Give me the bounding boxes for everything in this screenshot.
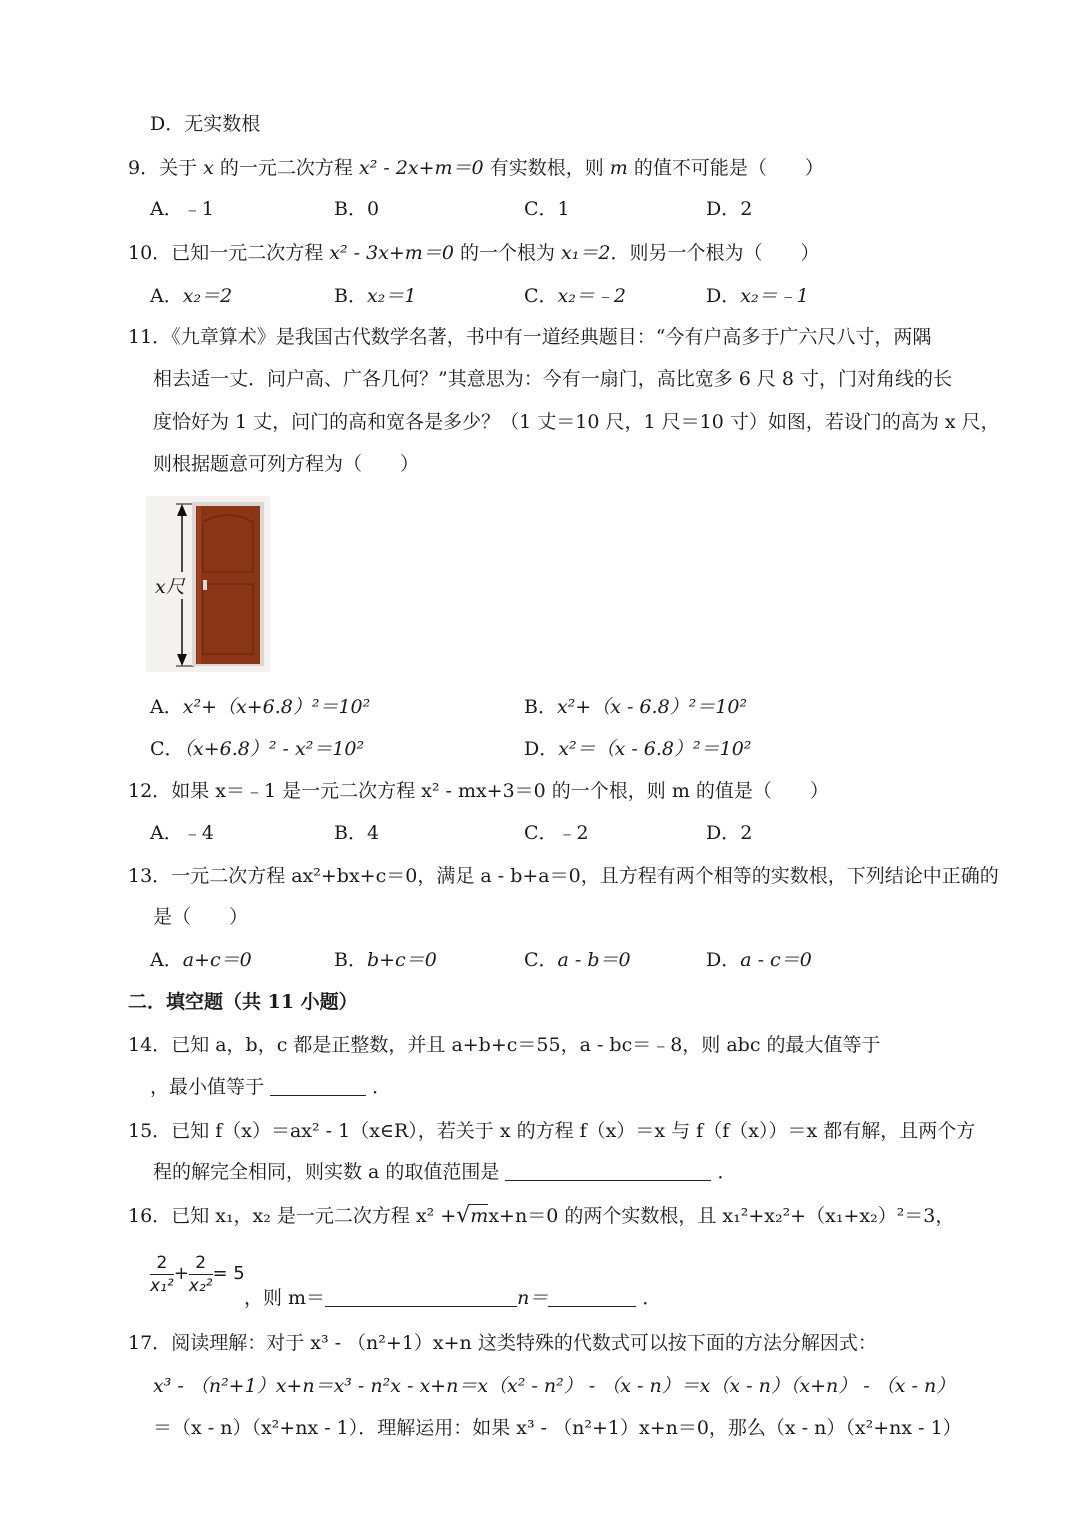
stem-text: 《九章算术》是我国古代数学名著，书中有一道经典题目：“今有户高多于广六尺八寸，两隅 — [171, 326, 932, 348]
option-text: ﹣4 — [182, 822, 214, 844]
option-text: 无实数根 — [184, 113, 261, 135]
q15-line-2 — [153, 1159, 737, 1185]
sqrt-icon: √ — [456, 1203, 471, 1228]
q11-line-2: 相去适一丈．问户高、广各几何？”其意思为：今有一扇门，高比宽多 6 尺 8 寸，门对角线的长 — [153, 368, 953, 390]
fraction-2 — [189, 1252, 213, 1297]
root: x₁＝2 — [561, 242, 611, 264]
plus-sign: + — [173, 1263, 189, 1284]
stem-text: n＝ — [517, 1287, 549, 1309]
var-m: m — [609, 157, 628, 179]
stem-text: 有实数根，则 — [489, 157, 604, 179]
q11-line-3: 度恰好为 1 丈，问门的高和宽各是多少？（1 丈＝10 尺，1 尺＝10 寸）如图，若设门的高为 x 尺， — [153, 411, 1000, 433]
stem-text: 程的解完全相同，则实数 a 的取值范围是 — [153, 1161, 500, 1183]
question-number: 17． — [128, 1332, 172, 1354]
stem-text: ． — [372, 1076, 392, 1098]
option-text: （x+6.8）² - x²＝10² — [183, 738, 365, 760]
stem-text: 已知 a，b，c 都是正整数，并且 a+b+c＝55，a - bc＝﹣8，则 abc 的最大值等于 — [171, 1034, 881, 1056]
q9-option-b — [334, 196, 379, 222]
q9-option-a — [150, 196, 214, 222]
q11-line-4: 则根据题意可列方程为（ ） — [153, 453, 420, 475]
fraction-equation-rhs: = 5 — [212, 1263, 245, 1284]
stem-text: 已知 x₁，x₂ 是一元二次方程 x² + — [171, 1205, 457, 1227]
q11-line-1 — [128, 324, 931, 350]
option-label: D． — [706, 198, 741, 220]
option-text: x²+（x+6.8）²＝10² — [182, 696, 371, 718]
q9-stem — [128, 155, 824, 181]
stem-text: 阅读理解：对于 x³ - （n²+1）x+n 这类特殊的代数式可以按下面的方法分解因式： — [171, 1332, 877, 1354]
q15-line-1 — [128, 1118, 975, 1144]
option-text: 2 — [740, 198, 753, 220]
q11-option-b — [524, 694, 747, 720]
question-number: 11． — [128, 326, 172, 348]
var-x: x — [203, 157, 214, 179]
option-text: 0 — [366, 198, 380, 220]
q13-line-1 — [128, 863, 999, 889]
q17-line-1 — [128, 1330, 877, 1356]
stem-text: x+n＝0 的两个实数根，且 x₁²+x₂²+（x₁+x₂）²＝3， — [488, 1205, 955, 1227]
option-label: C． — [524, 198, 558, 220]
q11-option-d — [524, 736, 751, 762]
stem-text: 已知 f（x）＝ax² - 1（x∈R），若关于 x 的方程 f（x）＝x 与 f（f（x））＝x 都有解，且两个方 — [171, 1120, 976, 1142]
option-text: x₂＝1 — [366, 285, 417, 307]
stem-text: 一元二次方程 ax²+bx+c＝0，满足 a - b+a＝0，且方程有两个相等的实数根，下列结论中正确的 — [171, 865, 999, 887]
fraction-numerator: 2 — [150, 1252, 174, 1275]
option-label: A． — [150, 822, 183, 844]
fraction-denominator: x₂² — [188, 1275, 213, 1296]
option-text: ﹣1 — [182, 198, 214, 220]
question-number: 15． — [128, 1120, 172, 1142]
q16-line-3 — [244, 1285, 661, 1311]
q10-option-d — [706, 283, 809, 309]
option-text: x₂＝﹣2 — [557, 285, 626, 307]
option-text: a - c＝0 — [740, 949, 812, 971]
question-number: 16． — [128, 1205, 172, 1227]
q10-option-a — [150, 283, 232, 309]
q11-option-a — [150, 694, 370, 720]
answer-blank-n — [548, 1286, 636, 1307]
answer-blank-m — [325, 1286, 517, 1307]
option-label: D． — [706, 949, 741, 971]
option-label: B． — [334, 822, 367, 844]
stem-text: ． — [717, 1161, 737, 1183]
option-text: 1 — [557, 198, 570, 220]
option-label: A． — [150, 949, 183, 971]
option-text: a - b＝0 — [557, 949, 631, 971]
option-label: B． — [334, 198, 367, 220]
height-label: x尺 — [154, 572, 186, 599]
fraction-denominator: x₁² — [150, 1275, 174, 1296]
door-figure — [146, 496, 270, 672]
question-number: 9． — [128, 157, 160, 179]
stem-text: 如果 x＝﹣1 是一元二次方程 x² - mx+3＝0 的一个根，则 m 的值是（ ） — [171, 780, 829, 802]
q12-stem — [128, 778, 829, 804]
question-number: 10． — [128, 242, 172, 264]
option-label: C． — [150, 738, 184, 760]
stem-text: ． — [642, 1287, 662, 1309]
option-text: 2 — [740, 822, 753, 844]
q16-line-1 — [128, 1203, 954, 1229]
option-text: a+c＝0 — [182, 949, 252, 971]
q12-option-b — [334, 820, 379, 846]
option-label: B． — [334, 949, 367, 971]
fraction-1 — [150, 1252, 174, 1297]
option-text: 4 — [366, 822, 380, 844]
section-heading: 二．填空题（共 11 小题） — [128, 991, 358, 1013]
q8-option-d — [150, 111, 260, 137]
option-text: ﹣2 — [557, 822, 589, 844]
question-number: 12． — [128, 780, 172, 802]
q11-option-c — [150, 736, 364, 762]
q13-option-a — [150, 947, 252, 973]
q9-option-c — [524, 196, 570, 222]
stem-text: 的值不可能是（ ） — [633, 157, 824, 179]
stem-text: 的一元二次方程 — [219, 157, 353, 179]
option-label: D． — [706, 822, 741, 844]
option-text: x₂＝2 — [182, 285, 233, 307]
stem-text: ，则 m＝ — [244, 1287, 326, 1309]
question-number: 13． — [128, 865, 172, 887]
option-label: D． — [524, 738, 559, 760]
q13-option-d — [706, 947, 812, 973]
q12-option-c — [524, 820, 589, 846]
option-label: B． — [524, 696, 557, 718]
q13-option-c — [524, 947, 631, 973]
q16-line-2 — [150, 1248, 245, 1299]
q13-line-2: 是（ ） — [153, 906, 249, 928]
option-label: C． — [524, 285, 558, 307]
answer-blank-min — [270, 1075, 366, 1096]
fraction-numerator: 2 — [189, 1252, 213, 1275]
option-label: A． — [150, 696, 183, 718]
option-label: D． — [706, 285, 741, 307]
q14-line-1 — [128, 1032, 881, 1058]
q17-line-3: ＝（x - n）（x²+nx - 1）．理解运用：如果 x³ - （n²+1）x+n＝0，那么（x - n）（x²+nx - 1） — [153, 1417, 962, 1439]
option-label: A． — [150, 285, 183, 307]
option-label: C． — [524, 949, 558, 971]
stem-text: 的一个根为 — [459, 242, 555, 264]
equation: x² - 3x+m＝0 — [329, 242, 454, 264]
option-text: x₂＝﹣1 — [740, 285, 809, 307]
q10-option-c — [524, 283, 626, 309]
q10-option-b — [334, 283, 416, 309]
q13-option-b — [334, 947, 437, 973]
option-text: x²+（x - 6.8）²＝10² — [556, 696, 748, 718]
option-label: C． — [524, 822, 558, 844]
q12-option-a — [150, 820, 214, 846]
q9-option-d — [706, 196, 752, 222]
option-label: D． — [150, 113, 185, 135]
stem-text: ．则另一个根为（ ） — [610, 242, 820, 264]
stem-text: ，最小值等于 — [150, 1076, 265, 1098]
stem-text: 关于 — [159, 157, 198, 179]
option-text: b+c＝0 — [366, 949, 437, 971]
sqrt-radicand: m — [470, 1205, 489, 1227]
equation: x² - 2x+m＝0 — [358, 157, 484, 179]
q14-line-2 — [150, 1074, 391, 1100]
option-label: A． — [150, 198, 183, 220]
q10-stem — [128, 240, 819, 266]
option-text: x²＝（x - 6.8）²＝10² — [558, 738, 752, 760]
q12-option-d — [706, 820, 752, 846]
answer-blank-range — [505, 1160, 711, 1181]
option-label: B． — [334, 285, 367, 307]
question-number: 14． — [128, 1034, 172, 1056]
q17-line-2: x³ - （n²+1）x+n＝x³ - n²x - x+n＝x（x² - n²） - （x - n）＝x（x - n）（x+n） - （x - n） — [153, 1375, 956, 1397]
stem-text: 已知一元二次方程 — [171, 242, 324, 264]
